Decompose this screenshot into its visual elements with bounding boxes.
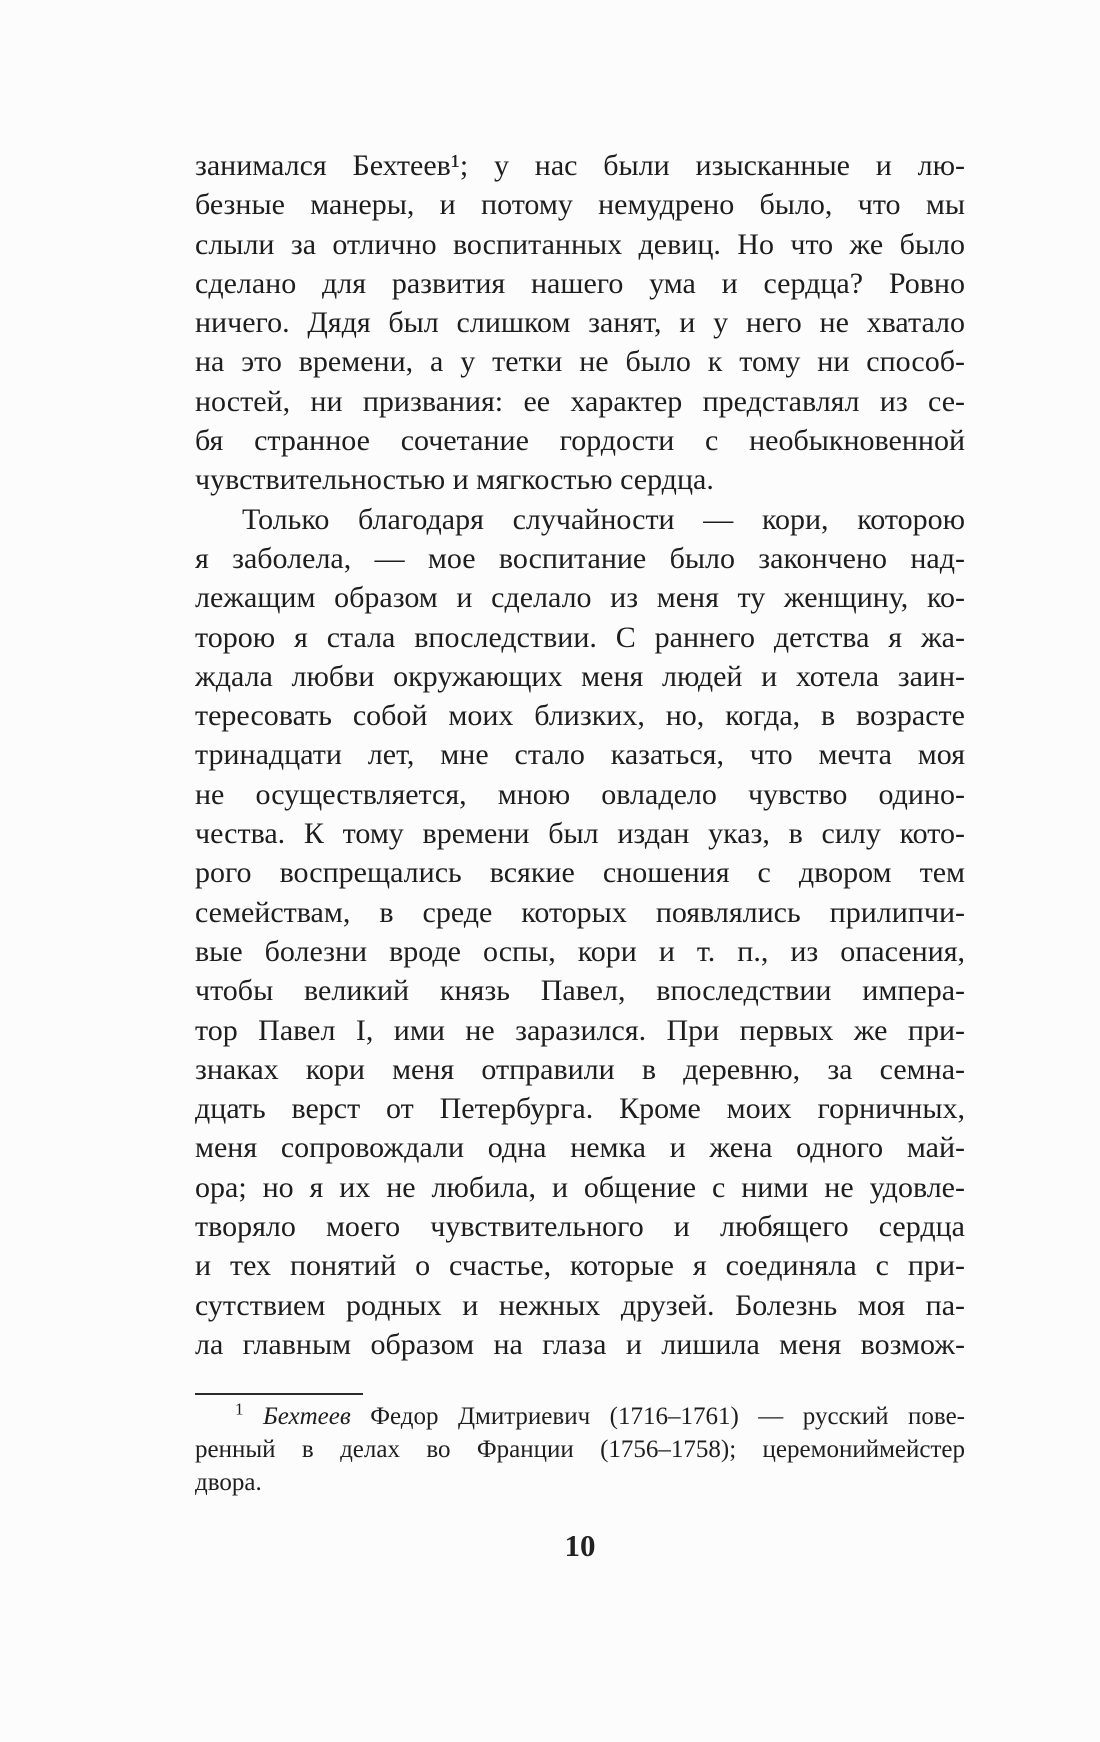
text-line: семействам, в среде которых появлялись прилипчи- (195, 895, 965, 929)
text-line: Только благодаря случайности — кори, которою (242, 502, 965, 536)
text-block (195, 146, 965, 1364)
footnote-line (195, 1400, 965, 1433)
text-line: бя странное сочетание гордости с необыкновенной (195, 424, 965, 458)
text-line: чтобы великий князь Павел, впоследствии импера- (195, 974, 965, 1008)
footnote-line: двора. (195, 1469, 262, 1496)
text-line: лежащим образом и сделало из меня ту женщину, ко- (195, 581, 965, 615)
footnote-text: Федор Дмитриевич (1716–1761) — русский пове- (350, 1403, 965, 1430)
text-line: тринадцати лет, мне стало казаться, что мечта моя (195, 738, 965, 772)
text-line: безные манеры, и потому немудрено было, что мы (195, 188, 965, 222)
footnote (195, 1400, 965, 1499)
footnote-divider (195, 1393, 363, 1395)
text-line: чества. К тому времени был издан указ, в силу кото- (195, 817, 965, 851)
text-line: ждала любви окружающих меня людей и хотела заин- (195, 659, 965, 693)
text-line: ла главным образом на глаза и лишила меня возмож- (195, 1327, 965, 1361)
text-line: творяло моего чувствительного и любящего сердца (195, 1210, 965, 1244)
footnote-marker: 1 (235, 1400, 244, 1419)
text-line: на это времени, а у тетки не было к тому ни способ- (195, 345, 965, 379)
text-line: чувствительностью и мягкостью сердца. (195, 463, 714, 497)
text-line: не осуществляется, мною овладело чувство одино- (195, 777, 965, 811)
paragraph (195, 500, 965, 1365)
text-line: ора; но я их не любила, и общение с ними не удовле- (195, 1170, 965, 1204)
text-line: и тех понятий о счастье, которые я соединяла с при- (195, 1249, 965, 1283)
text-line: знаках кори меня отправили в деревню, за семна- (195, 1052, 965, 1086)
text-line: рого воспрещались всякие сношения с двором тем (195, 856, 965, 890)
footnote-author: Бехтеев (263, 1403, 351, 1430)
text-line: сутствием родных и нежных друзей. Болезнь моя па- (195, 1288, 965, 1322)
text-line: слыли за отлично воспитанных девиц. Но что же было (195, 227, 965, 261)
paragraph (195, 146, 965, 500)
text-line: меня сопровождали одна немка и жена одного май- (195, 1131, 965, 1165)
text-line: тересовать собой моих близких, но, когда, в возрасте (195, 699, 965, 733)
text-line: сделано для развития нашего ума и сердца? Ровно (195, 266, 965, 300)
text-line: дцать верст от Петербурга. Кроме моих горничных, (195, 1092, 965, 1126)
text-line: я заболела, — мое воспитание было закончено над- (195, 541, 965, 575)
text-line: ностей, ни призвания: ее характер представлял из се- (195, 384, 965, 418)
text-line: вые болезни вроде оспы, кори и т. п., из опасения, (195, 934, 965, 968)
text-line: ничего. Дядя был слишком занят, и у него не хватало (195, 306, 965, 340)
text-line: тор Павел I, ими не заразился. При первых же при- (195, 1013, 965, 1047)
text-line: занимался Бехтеев¹; у нас были изысканные и лю- (195, 149, 965, 182)
page-number: 10 (564, 1528, 596, 1563)
footnote-line: ренный в делах во Франции (1756–1758); церемониймейстер (195, 1436, 965, 1463)
text-line: торою я стала впоследствии. С раннего детства я жа- (195, 620, 965, 654)
